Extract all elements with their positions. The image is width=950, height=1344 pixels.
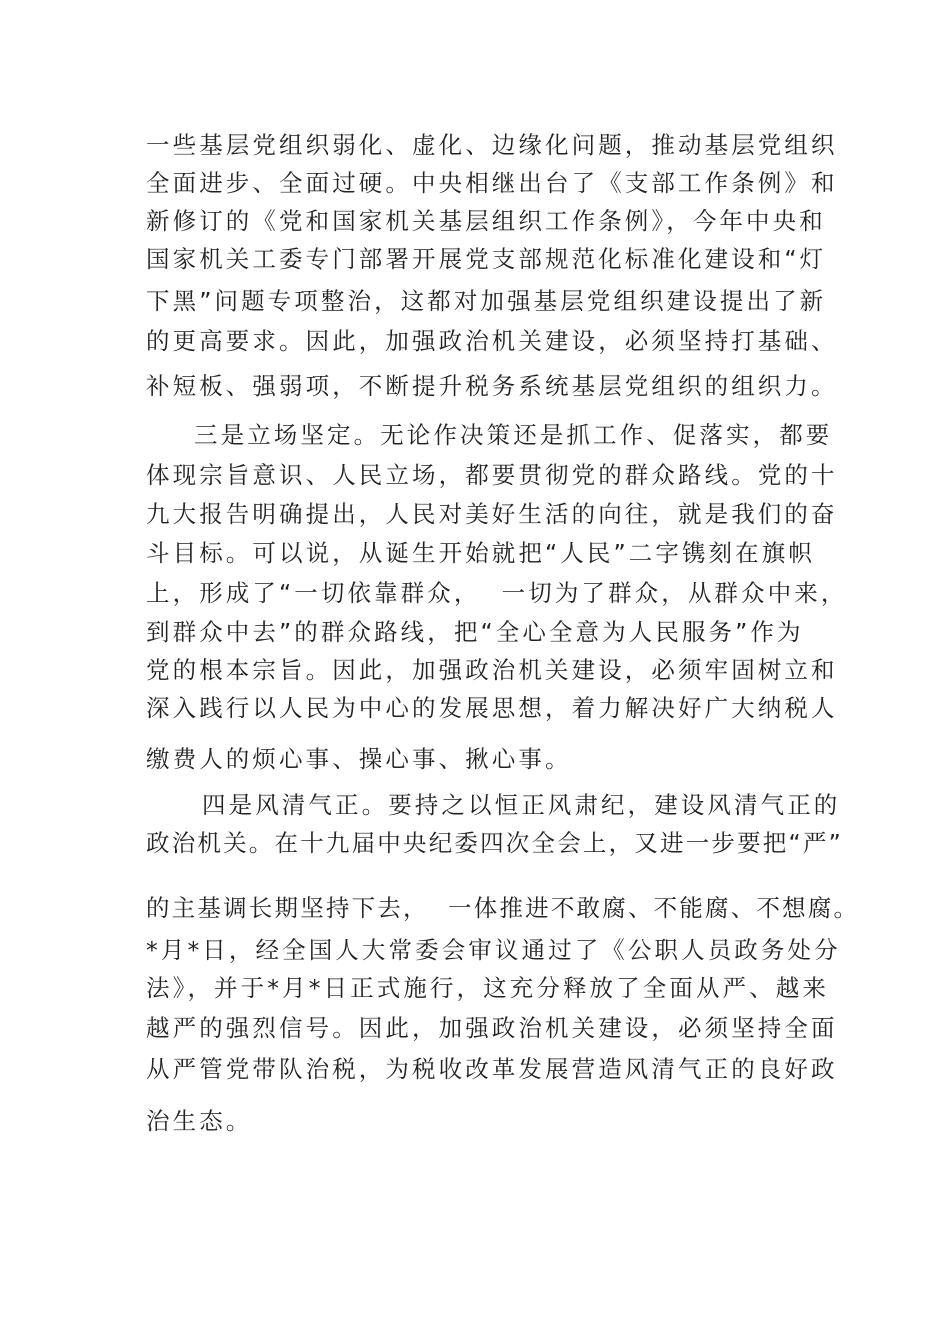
text-line-15: 深入践行以人民为中心的发展思想，着力解决好广大纳税人 (146, 694, 838, 722)
text-line-19: 的主基调长期坚持下去， 一体推进不敢腐、不能腐、不想腐。 (146, 894, 860, 922)
text-line-21: 法》，并于*月*日正式施行，这充分释放了全面从严、越来 (146, 974, 829, 1002)
text-line-24: 治生态。 (146, 1107, 253, 1135)
text-line-10: 九大报告明确提出，人民对美好生活的向往，就是我们的奋 (146, 500, 838, 528)
text-line-11: 斗目标。可以说，从诞生开始就把“人民”二字镌刻在旗帜 (146, 539, 815, 567)
text-line-14: 党的根本宗旨。因此，加强政治机关建设，必须牢固树立和 (146, 656, 838, 684)
text-line-18: 政治机关。在十九届中央纪委四次全会上，又进一步要把“严” (146, 829, 843, 857)
text-line-13: 到群众中去”的群众路线，把“全心全意为人民服务”作为 (146, 618, 804, 646)
text-line-9: 体现宗旨意识、人民立场，都要贯彻党的群众路线。党的十 (146, 461, 838, 489)
text-line-6: 的更高要求。因此，加强政治机关建设，必须坚持打基础、 (146, 327, 838, 355)
text-line-22: 越严的强烈信号。因此，加强政治机关建设，必须坚持全面 (146, 1014, 838, 1042)
text-line-17: 四是风清气正。要持之以恒正风肃纪，建设风清气正的 (202, 791, 841, 819)
text-line-4: 国家机关工委专门部署开展党支部规范化标准化建设和“灯 (146, 245, 827, 273)
text-line-20: *月*日，经全国人大常委会审议通过了《公职人员政务处分 (146, 936, 841, 964)
text-line-1: 一些基层党组织弱化、虚化、边缘化问题，推动基层党组织 (146, 131, 838, 159)
text-line-3: 新修订的《党和国家机关基层组织工作条例》，今年中央和 (146, 207, 826, 235)
text-line-23: 从严管党带队治税，为税收改革发展营造风清气正的良好政 (146, 1055, 838, 1083)
text-line-7: 补短板、强弱项，不断提升税务系统基层党组织的组织力。 (146, 372, 838, 400)
text-line-5: 下黑”问题专项整治，这都对加强基层党组织建设提出了新 (146, 287, 827, 315)
text-line-8: 三是立场坚定。无论作决策还是抓工作、促落实，都要 (194, 421, 833, 449)
text-line-2: 全面进步、全面过硬。中央相继出台了《支部工作条例》和 (146, 169, 838, 197)
text-line-12: 上，形成了“一切依靠群众， 一切为了群众，从群众中来， (146, 579, 848, 607)
text-line-16: 缴费人的烦心事、操心事、揪心事。 (146, 745, 572, 773)
